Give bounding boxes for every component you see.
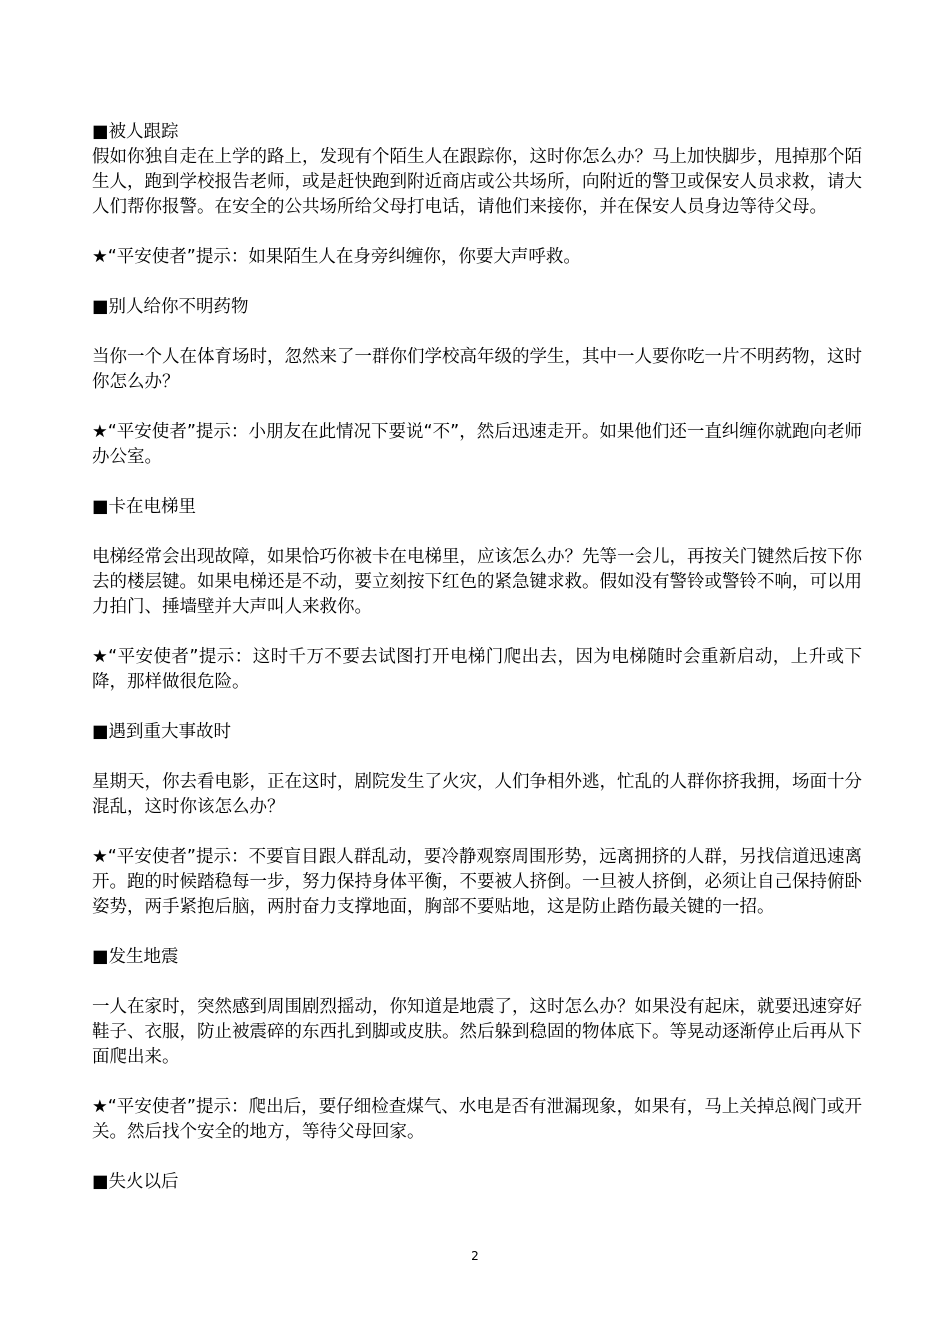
section-heading-major-accident: ■遇到重大事故时 [92,722,232,742]
section-heading-fire: ■失火以后 [92,1172,179,1192]
tip-unknown-drug: ★“平安使者”提示：小朋友在此情况下要说“不”，然后迅速走开。如果他们还一直纠缠你就跑向老师办公室。 [92,422,862,467]
section-heading-unknown-drug: ■别人给你不明药物 [92,297,249,317]
section-body-elevator: 电梯经常会出现故障，如果恰巧你被卡在电梯里，应该怎么办？先等一会儿，再按关门键然后按下你去的楼层键。如果电梯还是不动，要立刻按下红色的紧急键求救。假如没有警铃或警铃不响，可以用力拍门、捶墙壁并大声叫人来救你。 [92,547,862,617]
section-body-unknown-drug: 当你一个人在体育场时，忽然来了一群你们学校高年级的学生，其中一人要你吃一片不明药物，这时你怎么办？ [92,347,862,392]
section-heading-elevator: ■卡在电梯里 [92,497,197,517]
section-heading-earthquake: ■发生地震 [92,947,179,967]
section-body-earthquake: 一人在家时，突然感到周围剧烈摇动，你知道是地震了，这时怎么办？如果没有起床，就要迅速穿好鞋子、衣服，防止被震碎的东西扎到脚或皮肤。然后躲到稳固的物体底下。等晃动逐渐停止后再从下面爬出来。 [92,997,862,1067]
section-heading-followed: ■被人跟踪 [92,122,179,142]
tip-earthquake: ★“平安使者”提示：爬出后，要仔细检查煤气、水电是否有泄漏现象，如果有，马上关掉总阀门或开关。然后找个安全的地方，等待父母回家。 [92,1097,862,1142]
section-body-followed: 假如你独自走在上学的路上，发现有个陌生人在跟踪你，这时你怎么办？马上加快脚步，甩掉那个陌生人，跑到学校报告老师，或是赶快跑到附近商店或公共场所，向附近的警卫或保安人员求救，请大人们帮你报警。在安全的公共场所给父母打电话，请他们来接你，并在保安人员身边等待父母。 [92,147,862,217]
tip-followed: ★“平安使者”提示：如果陌生人在身旁纠缠你，你要大声呼救。 [92,247,581,267]
document-page [92,120,862,1195]
tip-major-accident: ★“平安使者”提示：不要盲目跟人群乱动，要冷静观察周围形势，远离拥挤的人群，另找信道迅速离开。跑的时候踏稳每一步，努力保持身体平衡，不要被人挤倒。一旦被人挤倒，必须让自己保持俯卧姿势，两手紧抱后脑，两肘奋力支撑地面，胸部不要贴地，这是防止踏伤最关键的一招。 [92,847,862,917]
tip-elevator: ★“平安使者”提示：这时千万不要去试图打开电梯门爬出去，因为电梯随时会重新启动，上升或下降，那样做很危险。 [92,647,862,692]
page-number: 2 [471,1249,479,1263]
section-body-major-accident: 星期天，你去看电影，正在这时，剧院发生了火灾，人们争相外逃，忙乱的人群你挤我拥，场面十分混乱，这时你该怎么办？ [92,772,862,817]
